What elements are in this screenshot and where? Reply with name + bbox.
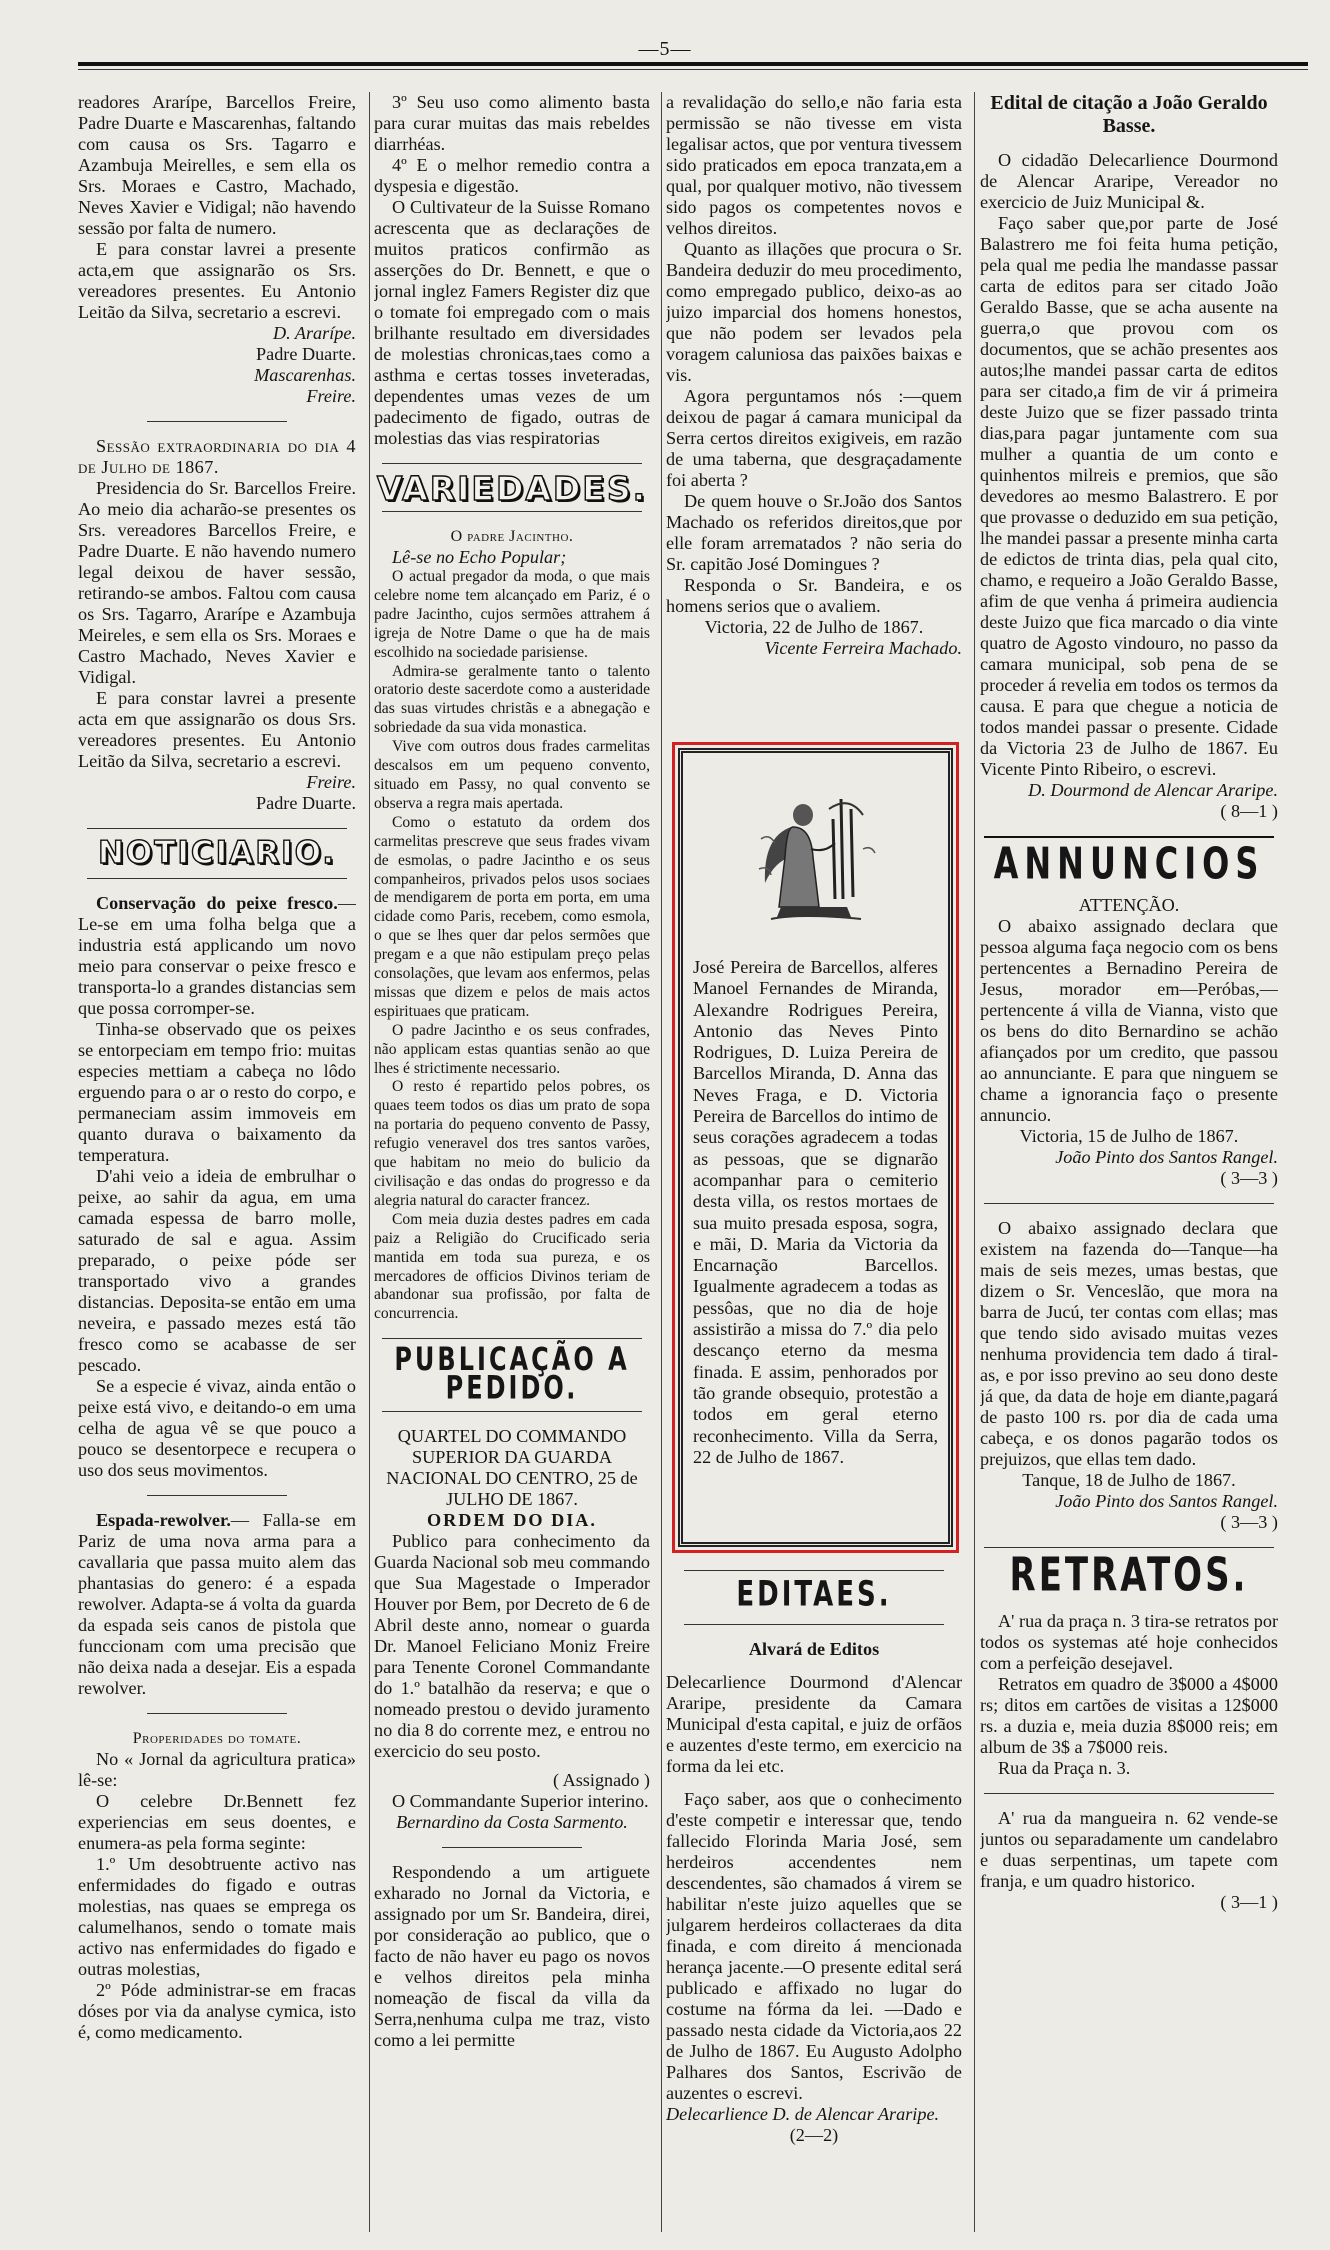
paragraph: O Cultivateur de la Suisse Romano acrescenta que as declarações de muitos praticos confirmão as asserções do Dr. Bennett, e que o jornal inglez Famers Register diz que o tomate foi empregado com o mais brilhante resultado em diversidades de molestias chronicas,taes como a asthma e certas tosses inveteradas, dependentes umas vezes de um padecimento de figado, outras de molestias das vias respiratorias — [374, 197, 650, 448]
divider — [984, 1793, 1274, 1794]
section-heading-annuncios: ANNUNCIOS — [993, 838, 1265, 890]
insertion-count: ( 3—3 ) — [1220, 1512, 1278, 1532]
section-heading-noticiario: NOTICIARIO. — [97, 835, 337, 871]
insertion-count: ( 8—1 ) — [1220, 801, 1278, 821]
paragraph: Retratos em quadro de 3$000 a 4$000 rs; ditos em cartões de visitas a 12$000 rs. a duzia e, meia duzia 8$000 reis; em album de 3$ a 7$000 reis. — [980, 1674, 1278, 1757]
notice-text: José Pereira de Barcellos, alferes Manoel Fernandes de Miranda, Alexandre Rodrigues Pereira, Antonio das Neves Pinto Rodrigues, D. Luiza Pereira de Barcellos Miranda, D. Anna das Neves Fraga, e D. Victoria Pereira de Barcellos do intimo de seus corações agradecem a todas as pessoas, que se dignarão acompanhar para o cemiterio desta villa, os restos mortaes de sua muito presada esposa, sogra, e mãi, D. Maria da Victoria da Encarnação Barcellos. Igualmente agradecem a todas as pessôas, que no dia de hoje assistirão a missa do 7.º dia pelo descanço eterno da mesma finada. E assim, penhorados por tão grande obsequio, protestão a todos em geral eterno reconhecimento. Villa da Serra, 22 de Julho de 1867. — [693, 957, 938, 1467]
paragraph: — Falla-se em Pariz de uma nova arma para a cavallaria que passa muito alem das phantasias do genero: é a espada rewolver. Adapta-se á volta da guarda da espada seis canos de pistola que funccionam com uma precisão que não deixa nada a desejar. Eis a espada rewolver. — [78, 1510, 356, 1698]
insertion-count: (2—2) — [789, 2125, 839, 2145]
divider — [147, 1495, 287, 1496]
paragraph: E para constar lavrei a presente acta em que assignarão os dous Srs. vereadores presentes. Eu Antonio Leitão da Silva, secretario a escrevi. — [78, 688, 356, 771]
paragraph: Agora perguntamos nós :—quem deixou de pagar á camara municipal da Serra certos direitos exigiveis, em razão de uma taberna, que desgraçadamente foi aberta ? — [666, 386, 962, 490]
article-title: Espada-rewolver. — [96, 1510, 231, 1530]
edital-title: Edital de citação a João Geraldo Basse. — [990, 92, 1268, 137]
section-heading-variedades: VARIEDADES. — [376, 469, 648, 508]
paragraph: —Le-se em uma folha belga que a industria está applicando um novo meio para conservar o peixe fresco e transporta-lo a grandes distancias sem que possa corromper-se. — [78, 893, 356, 1018]
paragraph: readores Ararípe, Barcellos Freire, Padre Duarte e Mascarenhas, faltando com causa os Srs. Tagarro e Azambuja Meirelles, e sem ella os Srs. Moraes e Castro, Machado, Neves Xavier e Vidigal; não havendo sessão por falta de numero. — [78, 92, 356, 238]
dateline: Tanque, 18 de Julho de 1867. — [1022, 1470, 1236, 1490]
header-rule-thin — [78, 69, 1308, 70]
divider — [87, 878, 347, 879]
section-heading-editaes: EDITAES. — [736, 1574, 892, 1616]
divider — [87, 828, 347, 829]
signature: Freire. — [306, 386, 356, 406]
assignado: ( Assignado ) — [553, 1770, 650, 1791]
insertion-count: ( 3—3 ) — [1220, 1168, 1278, 1188]
paragraph: O padre Jacintho e os seus confrades, não applicam estas quantias senão ao que lhes é strictimente necessario. — [374, 1021, 650, 1077]
signature: Freire. — [306, 772, 356, 792]
paragraph: Presidencia do Sr. Barcellos Freire. Ao meio dia acharão-se presentes os Srs. vereadores Barcellos Freire, e Padre Duarte. E não havendo numero legal deixou de haver sessão, retirando-se ambos. Faltou com causa os Srs. Tagarro, Ararípe e Azambuja Meireles, e sem ella os Srs. Moraes e Castro Machado, Neves Xavier e Vidigal. — [78, 478, 356, 687]
article-title: O padre Jacintho. — [450, 528, 574, 545]
paragraph: Responda o Sr. Bandeira, e os homens serios que o avaliem. — [666, 575, 962, 616]
paragraph: Faço saber, aos que o conhecimento d'este competir e interessar que, tendo fallecido Florinda Maria José, sem herdeiros accendentes nem descendentes, são chamados á virem se habilitar n'este juizo aquelles que se julgarem herdeiros collacteraes da dita finada, e com direito á mencionada herança jacente.—O presente edital será publicado e affixado no lugar do costume na fórma da lei. —Dado e passado nesta cidade da Victoria,aos 22 de Julho de 1867. Eu Augusto Adolpho Palhares dos Santos, Escrivão de auzentes o escrevi. — [666, 1789, 962, 2103]
paragraph: O abaixo assignado declara que pessoa alguma faça negocio com os bens pertencentes a Bernadino Pereira de Jesus, morador em—Peróbas,—pertencente á villa de Vianna, visto que os bens do dito Bernardino se achão afiançados por um credito, que passou ao annunciante. E para que ninguem se chame a ignorancia faço o presente annuncio. — [980, 916, 1278, 1125]
signature: Padre Duarte. — [256, 793, 356, 813]
article-body — [374, 568, 650, 1324]
article-title: Conservação do peixe fresco. — [96, 893, 338, 913]
paragraph: Publico para conhecimento da Guarda Nacional sob meu commando que Sua Magestade o Imperador Houver por Bem, por Decreto de 6 de Abril deste anno, nomear o guarda Dr. Manoel Feliciano Moniz Freire para Tenente Coronel Commandante do 1.º batalhão da reserva; e que o nomeado prestou o devido juramento no dia 8 do corrente mez, e entrou no exercicio do seu posto. — [374, 1531, 650, 1762]
divider — [147, 421, 287, 422]
paragraph: 3º Seu uso como alimento basta para curar muitas das mais rebeldes diarrhéas. — [374, 92, 650, 154]
funeral-notice — [678, 748, 953, 1547]
paragraph: Vive com outros dous frades carmelitas descalsos em um pequeno convento, situado em Passy, no qual convento se observa a regra mais apertada. — [374, 738, 650, 812]
paragraph: O actual pregador da moda, o que mais celebre nome tem alcançado em Pariz, é o padre Jacintho, cujos sermões attrahem á igreja de Notre Dame o que ha de mais escolhido na sociedade parisiense. — [374, 568, 650, 661]
signature: Mascarenhas. — [254, 365, 356, 385]
divider — [147, 1713, 287, 1714]
article-title: Properidades do tomate. — [132, 1730, 302, 1747]
divider — [382, 1411, 642, 1412]
funeral-notice-box[interactable] — [672, 742, 959, 1553]
paragraph: O abaixo assignado declara que existem na fazenda do—Tanque—ha mais de seis mezes, umas bestas, que dizem o Sr. Venceslão, que mora na barra de Jucú, ter contas com ellas; mas que tendo sido avisado muitas vezes nenhuma providencia tem dado á tiral-as, e por isso previno ao seu dono deste já que, da data de hoje em diante,pagará de pasto 100 rs. por dia de cada uma cabeça, e os donos pagarão todos os prejuizos, que ellas tem dado. — [980, 1218, 1278, 1469]
paragraph: Se a especie é vivaz, ainda então o peixe está vivo, e deitando-o em uma celha de agua vê se que pouco a pouco se desentorpece e recupera o uso dos seus movimentos. — [78, 1376, 356, 1480]
column-1 — [78, 92, 356, 2232]
column-4 — [980, 92, 1278, 2232]
signature: João Pinto dos Santos Rangel. — [1055, 1491, 1278, 1511]
paragraph: Respondendo a um artiguete exharado no Jornal da Victoria, e assignado por um Sr. Bandeira, direi, por consideração ao publico, que o facto de não haver eu pago os novos e velhos direitos pela minha nomeação de fiscal da villa da Serra,nenhuma culpa me traz, visto como a lei permitte — [374, 1862, 650, 2051]
paragraph: No « Jornal da agricultura pratica» lê-se: — [78, 1749, 356, 1790]
signature: João Pinto dos Santos Rangel. — [1055, 1147, 1278, 1167]
mourning-angel-engraving — [751, 779, 881, 929]
paragraph: a revalidação do sello,e não faria esta permissão se não tivesse em vista legalisar actos, que por ventura tivessem sido praticados em epoca tranzata,em a qual, por qualquer motivo, não tivessem sido pagos os competentes novos e velhos direitos. — [666, 92, 962, 238]
paragraph: Delecarlience Dourmond d'Alencar Araripe, presidente da Camara Municipal d'esta capital, e juiz de orfãos e auzentes d'este termo, em exercicio na forma da lei etc. — [666, 1672, 962, 1776]
paragraph: De quem houve o Sr.João dos Santos Machado os referidos direitos,que por elle foram arrematados ? não seria do Sr. capitão José Domingues ? — [666, 491, 962, 574]
column-separator — [974, 92, 975, 2232]
divider — [382, 1338, 642, 1339]
address: Rua da Praça n. 3. — [998, 1758, 1131, 1778]
column-separator — [661, 92, 662, 2232]
commander-name: Bernardino da Costa Sarmento. — [396, 1812, 628, 1833]
paragraph: O resto é repartido pelos pobres, os quaes teem todos os dias um prato de sopa na portaria do pequeno convento de Passy, refugio veneravel dos tres santos varões, que habitam no meio do bulicio da civilisação e das ondas do progresso e da alegria natural do caracter francez. — [374, 1078, 650, 1209]
signature: Padre Duarte. — [256, 344, 356, 364]
divider — [684, 1624, 944, 1625]
ordem-do-dia: ORDEM DO DIA. — [427, 1510, 597, 1531]
column-3-lower — [666, 1570, 962, 2230]
quartel-title: QUARTEL DO COMMANDO SUPERIOR DA GUARDA NACIONAL DO CENTRO, 25 de JULHO DE 1867. — [386, 1426, 638, 1510]
paragraph: 4º E o melhor remedio contra a dyspesia e digestão. — [374, 155, 650, 196]
divider — [684, 1570, 944, 1571]
signature: Delecarlience D. de Alencar Araripe. — [666, 2104, 940, 2124]
divider — [382, 511, 642, 512]
alvara-title: Alvará de Editos — [748, 1639, 880, 1659]
divider — [984, 1203, 1274, 1204]
paragraph: Quanto as illações que procura o Sr. Bandeira deduzir do meu procedimento, como empregado publico, deixo-as ao juizo imparcial dos homens honestos, que não podem ser levados pela voragem caluniosa das paixões baixas e vis. — [666, 239, 962, 385]
column-separator — [369, 92, 370, 2232]
signature: D. Dourmond de Alencar Araripe. — [1028, 780, 1278, 800]
insertion-count: ( 3—1 ) — [1220, 1892, 1278, 1912]
divider — [382, 463, 642, 464]
paragraph: 1.º Um desobtruente activo nas enfermidades do figado e outras molestias, nas quaes se emprega os calumelhanos, sendo o tomate mais activo nas enfermidades do figado e outras molestias, — [78, 1854, 356, 1979]
paragraph: Como o estatuto da ordem dos carmelitas prescreve que seus frades vivam de esmolas, o padre Jacintho e os seus companheiros, privados pelos usos sociaes de mendigarem de porta em porta, em uma cidade como Paris, recebem, como esmola, o que se lhes quer dar pelos sermões que pregam e a que não estipulam preço pelas consolações, que levam aos enfermos, pelas missas que dizem e pelos de mais actos espirituaes que praticam. — [374, 813, 650, 1020]
paragraph: D'ahi veio a ideia de embrulhar o peixe, ao sahir da agua, em uma camada espessa de barro molle, saturado de sal e agua. Assim preparado, o peixe póde ser transportado vivo a grandes distancias. Deposita-se então em uma neveira, e passado mezes está tão fresco como se acabasse de ser pescado. — [78, 1166, 356, 1375]
paragraph: O cidadão Delecarlience Dourmond de Alencar Araripe, Vereador no exercicio de Juiz Municipal &. — [980, 150, 1278, 212]
paragraph: Com meia duzia destes padres em cada paiz a Religião do Crucificado seria mantida em toda sua pureza, e os mercadores de officios Divinos teriam de abandonar sua profissão, por falta de concurrencia. — [374, 1210, 650, 1323]
paragraph: Admira-se geralmente tanto o talento oratorio deste sacerdote como a austeridade das suas virtudes christãs e a abnegação e sobriedade da sua vida monastica. — [374, 662, 650, 737]
signature: D. Ararípe. — [272, 323, 356, 343]
dateline: Victoria, 15 de Julho de 1867. — [1019, 1126, 1239, 1146]
signature: Vicente Ferreira Machado. — [764, 638, 962, 658]
paragraph: A' rua da praça n. 3 tira-se retratos por todos os systemas até hoje conhecidos com a perfeição desejavel. — [980, 1611, 1278, 1673]
paragraph: O celebre Dr.Bennett fez experiencias em seus doentes, e enumera-as pela forma seginte: — [78, 1791, 356, 1853]
session-title: Sessão extraordinaria do dia 4 de Julho de 1867. — [78, 436, 356, 477]
attencao: ATTENÇÃO. — [1078, 895, 1180, 915]
column-2 — [374, 92, 650, 2232]
dateline: Victoria, 22 de Julho de 1867. — [704, 617, 924, 637]
paragraph: Faço saber que,por parte de José Balastrero me foi feita huma petição, pela qual me pedia lhe mandasse passar carta de editos para ser citado João Geraldo Basse, que se acha ausente na guerra,o que provou com os documentos, que se achão presentes aos autos;lhe mandei passar carta de editos para ser citado,a fim de vir á primeira deste Juizo que se fizer passado trinta dias,para pagar juntamente com sua mulher a quantia de um conto e quinhentos milreis e premios, que são devedores ao mesmo Balastrero. E por que provasse o deduzido em sua petição, lhe mandei passar a presente minha carta de edictos de trinta dias, pela qual cito, chamo, e requeiro a João Geraldo Basse, afim de que venha á primeira audiencia deste Juizo que fica marcado o dia vinte quatro de Agosto vindouro, no passo da camara municipal, sob pena de se proceder á revelia em todos os termos da causa. E para que chegue a noticia de todos mandei passar o presente. Cidade da Victoria 23 de Julho de 1867. Eu Vicente Pinto Ribeiro, o escrevi. — [980, 213, 1278, 779]
section-heading-publicacao: PUBLICAÇÃO A PEDIDO. — [394, 1340, 630, 1407]
divider — [442, 1847, 582, 1848]
header-rule — [78, 62, 1308, 66]
paragraph: 2º Póde administrar-se em fracas dóses por via da analyse cymica, isto é, como medicamento. — [78, 1980, 356, 2042]
paragraph: E para constar lavrei a presente acta,em que assignarão os Srs. vereadores presentes. Eu Antonio Leitão da Silva, secretario a escrevi. — [78, 239, 356, 322]
paragraph: O Commandante Superior interino. — [392, 1791, 649, 1812]
article-source: Lê-se no Echo Popular; — [392, 547, 567, 567]
paragraph: A' rua da mangueira n. 62 vende-se juntos ou separadamente um candelabro e duas serpentinas, um tapete com franja, e um quadro historico. — [980, 1808, 1278, 1891]
paragraph: Tinha-se observado que os peixes se entorpeciam em tempo frio: muitas especies mettiam a cabeça no lôdo erguendo para o ar o resto do corpo, e permaneciam assim immoveis em quanto durava o baixamento da temperatura. — [78, 1019, 356, 1165]
section-heading-retratos: RETRATOS. — [1009, 1548, 1249, 1603]
page-number: —5— — [638, 38, 692, 60]
